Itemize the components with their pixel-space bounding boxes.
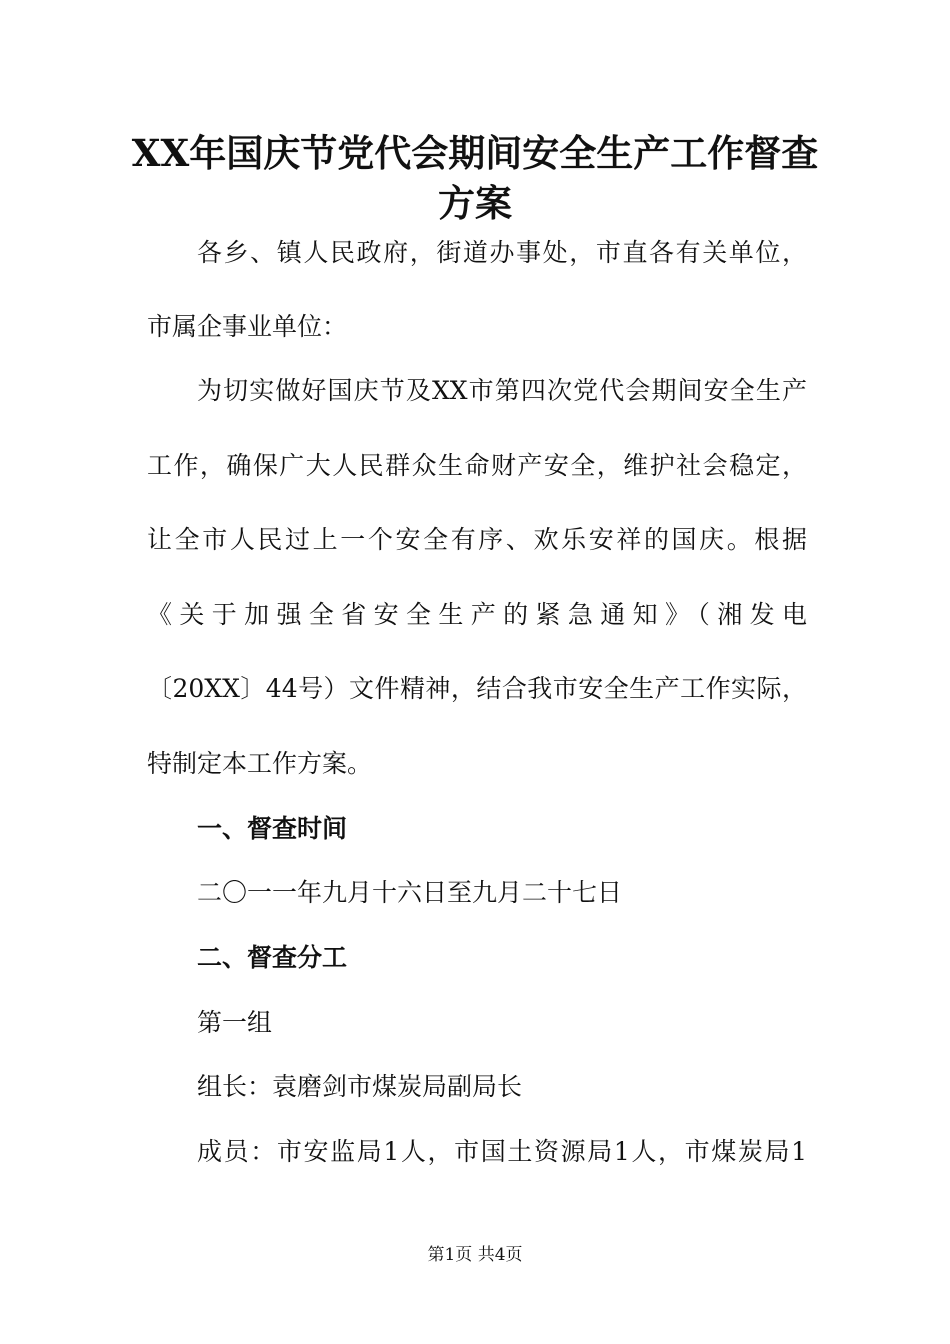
document-title-line-2: 方案 — [438, 181, 512, 225]
section-heading-2: 二、督查分工 — [197, 943, 348, 972]
group-name: 第一组 — [197, 1008, 273, 1037]
paragraph-1-line-3: 让全市人民过上一个安全有序、欢乐安祥的国庆。根据 — [147, 525, 807, 554]
group-leader: 组长：袁磨剑市煤炭局副局长 — [197, 1072, 523, 1101]
page-footer: 第1页 共4页 — [427, 1245, 523, 1265]
document-title-line-1: XX年国庆节党代会期间安全生产工作督查 — [131, 131, 819, 175]
group-members: 成员：市安监局1人，市国土资源局1人，市煤炭局1 — [197, 1137, 807, 1166]
inspection-period: 二〇一一年九月十六日至九月二十七日 — [197, 878, 623, 907]
salutation-line-1: 各乡、镇人民政府，街道办事处，市直各有关单位， — [197, 238, 807, 267]
paragraph-1-line-1: 为切实做好国庆节及XX市第四次党代会期间安全生产 — [197, 376, 807, 405]
salutation-line-2: 市属企事业单位： — [147, 312, 348, 341]
paragraph-1-line-6: 特制定本工作方案。 — [147, 749, 373, 778]
paragraph-1-line-2: 工作，确保广大人民群众生命财产安全，维护社会稳定， — [147, 451, 807, 480]
section-heading-1: 一、督查时间 — [197, 814, 348, 843]
paragraph-1-line-4: 《关于加强全省安全生产的紧急通知》（湘发电 — [147, 600, 807, 629]
paragraph-1-line-5: 〔20XX〕44号）文件精神，结合我市安全生产工作实际， — [147, 674, 807, 703]
